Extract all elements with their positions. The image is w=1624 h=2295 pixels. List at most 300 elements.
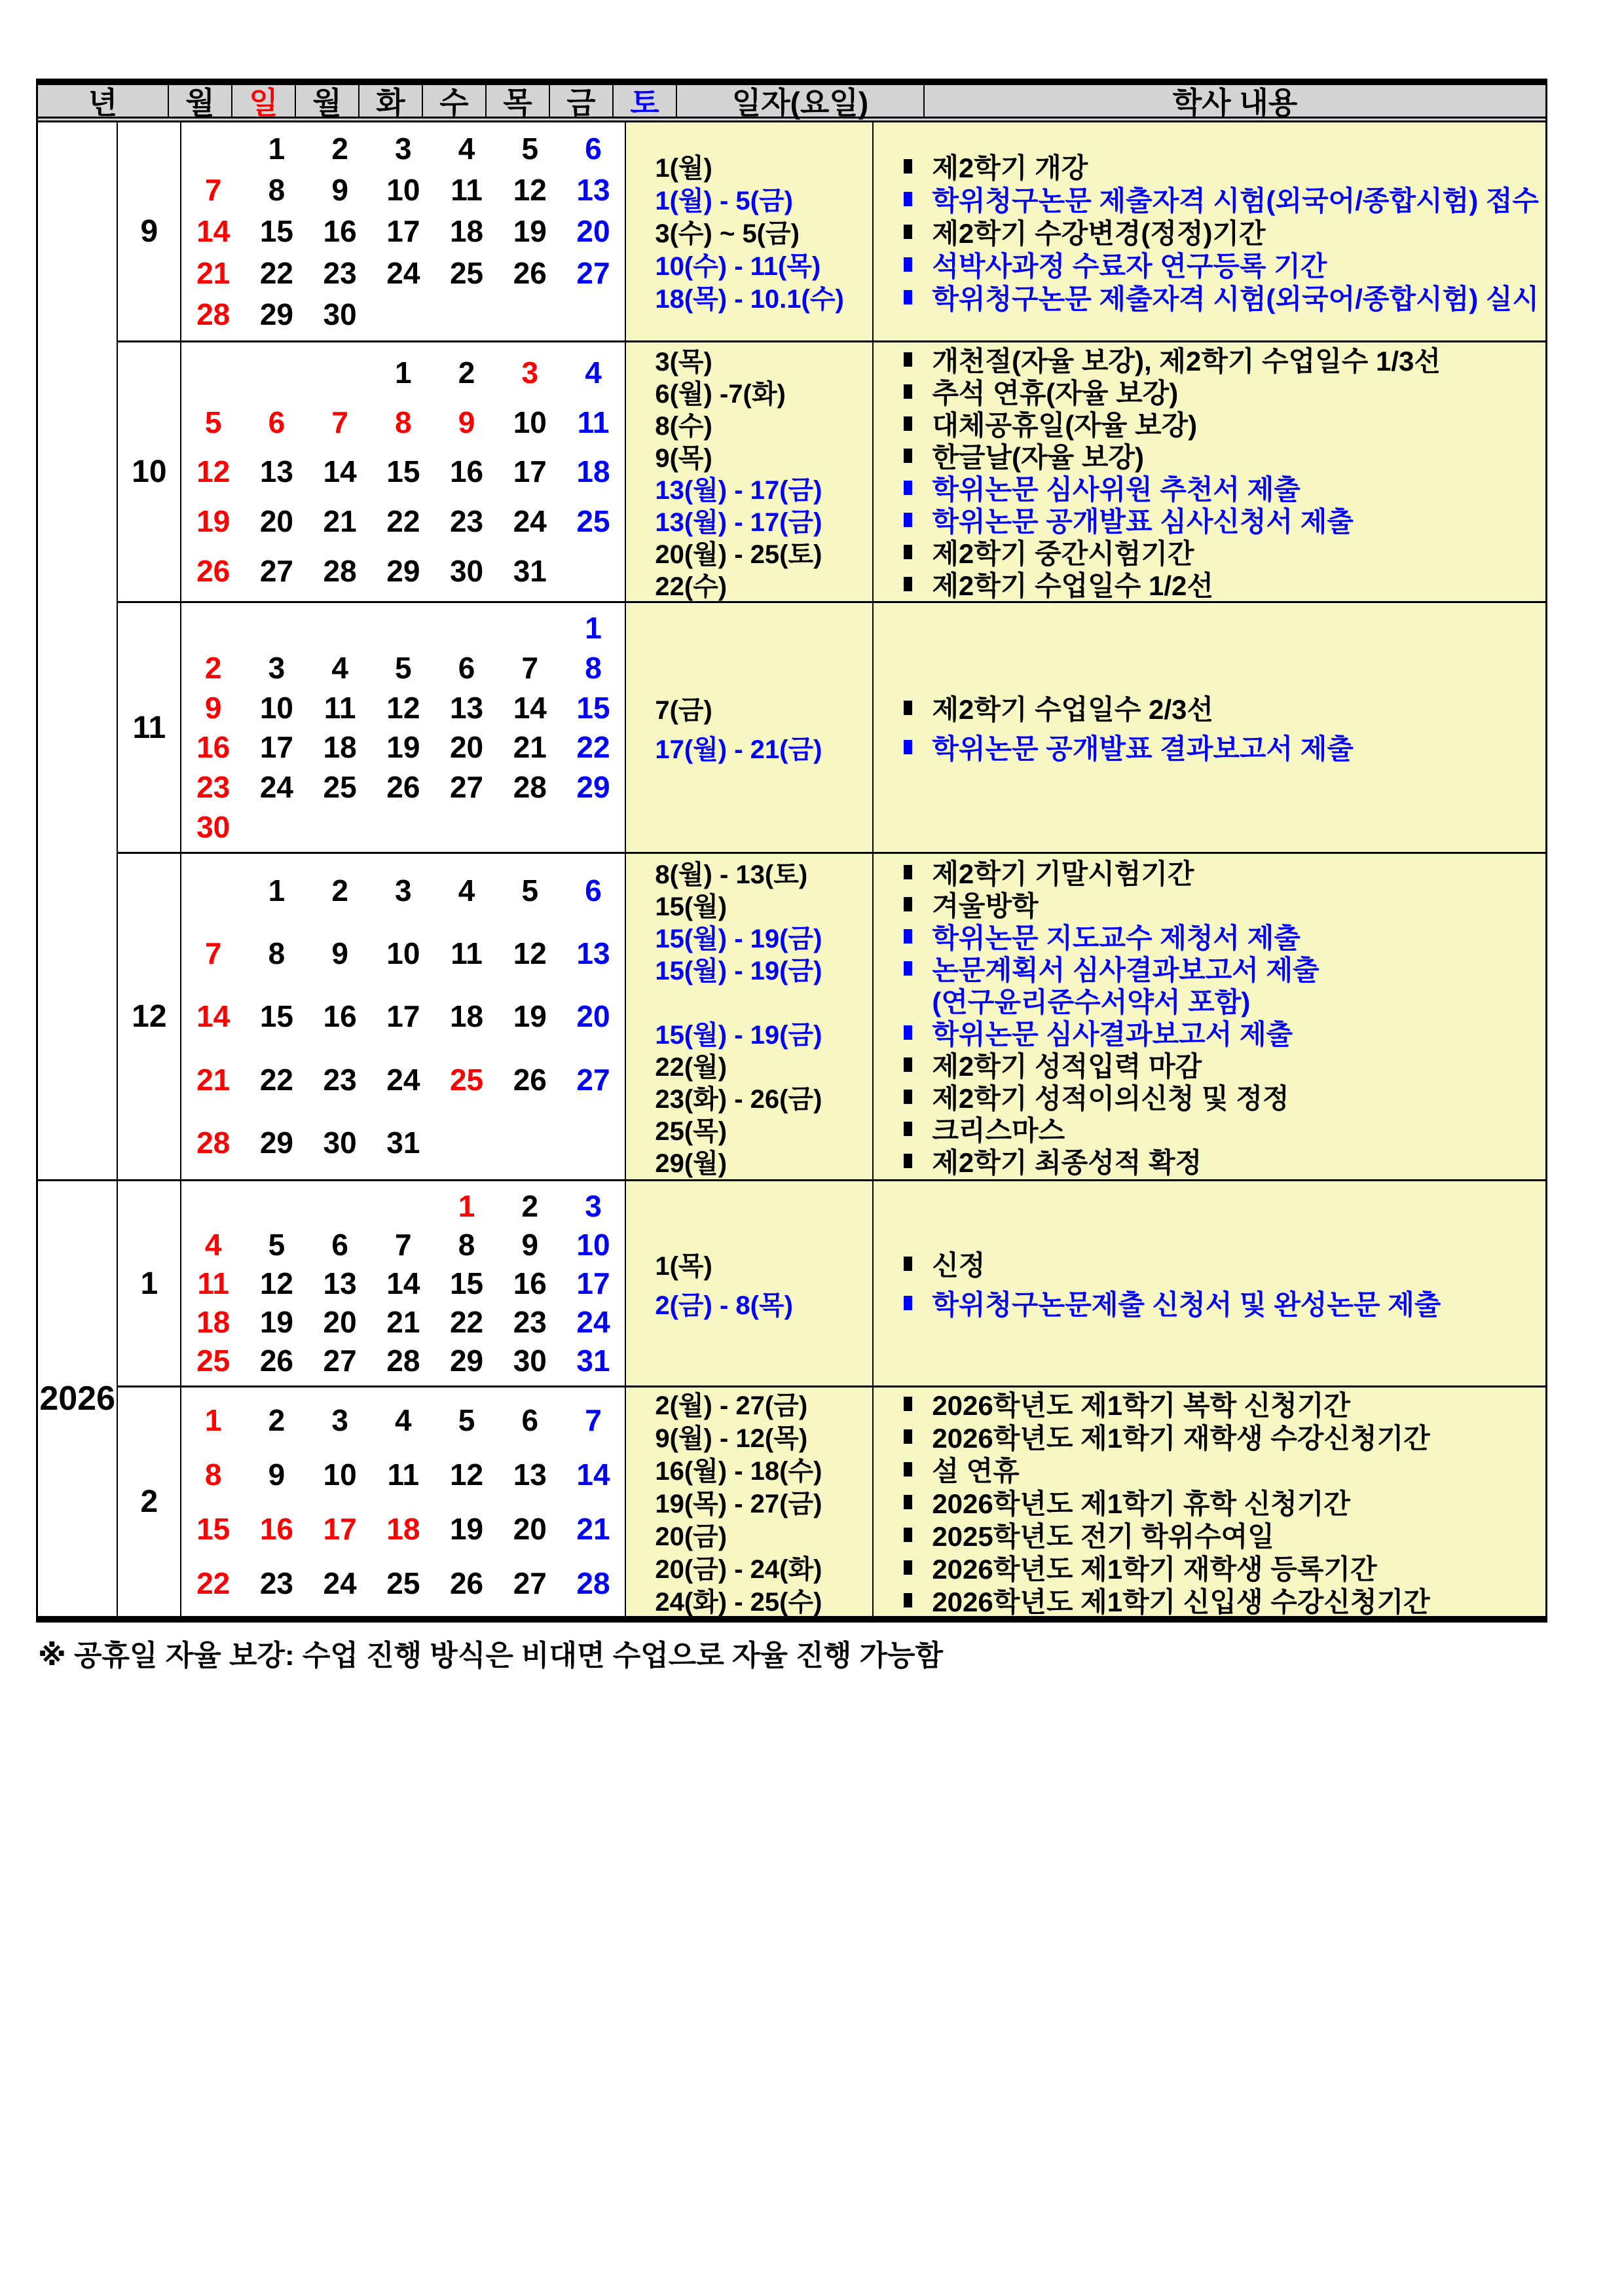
mini-calendar — [181, 122, 626, 340]
calendar-day: 21 — [323, 504, 357, 539]
bullet-square-icon — [904, 1122, 912, 1136]
calendar-day — [308, 358, 372, 388]
event-list — [874, 1181, 1545, 1386]
calendar-day: 3 — [268, 650, 286, 685]
event-text: 크리스마스 — [932, 1115, 1065, 1146]
calendar-day: 19 — [513, 214, 547, 249]
event-text: 2026학년도 제1학기 재학생 등록기간 — [932, 1553, 1377, 1585]
calendar-day: 29 — [386, 554, 420, 589]
event-list — [874, 854, 1545, 1179]
event-date: 6(월) -7(화) — [655, 379, 786, 409]
calendar-day: 10 — [323, 1457, 357, 1492]
calendar-day: 27 — [576, 255, 610, 290]
bullet-square-icon — [904, 1025, 912, 1040]
date-list — [626, 1387, 874, 1616]
date-list — [626, 342, 874, 601]
calendar-day — [435, 613, 498, 643]
week-row — [181, 214, 625, 249]
event-text: 2026학년도 제1학기 복학 신청기간 — [932, 1389, 1350, 1421]
calendar-day: 22 — [259, 255, 293, 290]
event-item — [904, 408, 1539, 440]
calendar-day: 28 — [196, 297, 231, 332]
calendar-day: 18 — [196, 1305, 231, 1340]
bullet-square-icon — [904, 1257, 912, 1271]
event-date: 3(목) — [655, 347, 712, 376]
event-text: 학위청구논문 제출자격 시험(외국어/종합시험) 실시 — [932, 283, 1539, 314]
mini-calendar — [181, 1387, 626, 1616]
col-header-saturday: 토 — [614, 85, 677, 117]
calendar-day: 17 — [576, 1266, 610, 1300]
event-item — [904, 1049, 1539, 1081]
calendar-day: 27 — [323, 1344, 357, 1378]
calendar-day: 23 — [323, 255, 357, 290]
calendar-day: 30 — [513, 1344, 547, 1378]
calendar-day: 30 — [323, 297, 357, 332]
week-row — [181, 730, 625, 765]
calendar-day: 9 — [521, 1227, 539, 1262]
bullet-square-icon — [904, 897, 912, 911]
calendar-day: 19 — [259, 1305, 293, 1340]
event-item — [904, 472, 1539, 504]
calendar-day: 1 — [395, 355, 412, 390]
calendar-day: 5 — [268, 1227, 286, 1262]
calendar-day: 20 — [449, 730, 484, 765]
calendar-day: 22 — [196, 1566, 231, 1601]
calendar-day: 16 — [323, 214, 357, 249]
week-row — [181, 611, 625, 646]
calendar-day: 31 — [576, 1344, 610, 1378]
calendar-day: 12 — [259, 1266, 293, 1300]
event-date: 15(월) — [655, 892, 728, 921]
event-item — [904, 1518, 1539, 1551]
week-row — [181, 1227, 625, 1262]
event-date: 1(월) - 5(금) — [655, 187, 793, 215]
event-text: 제2학기 최종성적 확정 — [932, 1147, 1202, 1178]
calendar-day: 25 — [449, 255, 484, 290]
bullet-square-icon — [904, 740, 912, 754]
calendar-day: 24 — [259, 769, 293, 804]
calendar-day: 11 — [451, 936, 483, 971]
calendar-day — [181, 1191, 245, 1221]
col-header-year: 년 — [38, 85, 169, 117]
calendar-day: 15 — [259, 999, 293, 1034]
calendar-day: 30 — [196, 809, 231, 844]
event-date: 18(목) - 10.1(수) — [655, 285, 844, 314]
mini-calendar — [181, 342, 626, 601]
calendar-day: 8 — [395, 405, 412, 439]
col-header-content: 학사 내용 — [1172, 86, 1298, 120]
calendar-day: 12 — [513, 936, 547, 971]
bullet-square-icon — [904, 416, 912, 431]
week-row — [181, 297, 625, 332]
event-text: 2025학년도 전기 학위수여일 — [932, 1520, 1274, 1552]
bullet-square-icon — [904, 192, 912, 206]
calendar-day: 9 — [331, 173, 348, 208]
calendar-day: 15 — [196, 1512, 231, 1547]
bullet-square-icon — [904, 961, 912, 976]
event-text: 학위논문 심사결과보고서 제출 — [932, 1019, 1293, 1050]
event-date: 2(금) - 8(목) — [655, 1291, 793, 1320]
calendar-day — [435, 1128, 498, 1158]
event-date: 9(목) — [655, 443, 712, 473]
calendar-day: 25 — [386, 1566, 420, 1601]
bullet-square-icon — [904, 1560, 912, 1575]
bullet-square-icon — [904, 1296, 912, 1310]
calendar-day: 15 — [576, 690, 610, 725]
calendar-day: 16 — [196, 730, 231, 765]
academic-calendar-table — [36, 79, 1547, 1623]
bullet-square-icon — [904, 159, 912, 174]
calendar-day: 12 — [196, 454, 231, 489]
week-row — [181, 1512, 625, 1547]
calendar-day: 27 — [576, 1062, 610, 1097]
calendar-day: 7 — [331, 405, 348, 439]
calendar-day: 21 — [513, 730, 547, 765]
week-row — [181, 504, 625, 539]
calendar-day: 22 — [259, 1062, 293, 1097]
month-section-11 — [118, 601, 1545, 852]
calendar-day — [371, 1191, 435, 1221]
calendar-day: 2 — [331, 873, 348, 908]
event-item — [904, 1387, 1539, 1420]
calendar-day: 28 — [323, 554, 357, 589]
calendar-day: 15 — [259, 214, 293, 249]
calendar-day: 18 — [386, 1512, 420, 1547]
calendar-day: 3 — [395, 131, 412, 166]
event-text: 신정 — [932, 1250, 986, 1281]
calendar-day: 18 — [449, 214, 484, 249]
calendar-day: 14 — [513, 690, 547, 725]
event-text: 학위논문 심사위원 추천서 제출 — [932, 474, 1301, 505]
event-item — [904, 150, 1539, 183]
calendar-day: 1 — [204, 1403, 222, 1437]
col-header-sunday: 일 — [232, 85, 296, 117]
calendar-day: 23 — [513, 1305, 547, 1340]
calendar-day: 27 — [449, 769, 484, 804]
bullet-square-icon — [904, 384, 912, 399]
calendar-day: 5 — [395, 650, 412, 685]
event-text: 학위청구논문 제출자격 시험(외국어/종합시험) 접수 — [932, 185, 1539, 216]
calendar-day — [181, 613, 245, 643]
calendar-day: 27 — [259, 554, 293, 589]
event-item — [904, 889, 1539, 921]
calendar-day: 8 — [458, 1227, 475, 1262]
event-date: 2(월) - 27(금) — [655, 1391, 808, 1420]
calendar-day: 31 — [513, 554, 547, 589]
event-item — [904, 215, 1539, 248]
calendar-day: 12 — [449, 1457, 484, 1492]
col-header-friday: 금 — [550, 85, 614, 117]
event-text: 2026학년도 제1학기 휴학 신청기간 — [932, 1488, 1350, 1519]
calendar-day: 22 — [386, 504, 420, 539]
calendar-day: 5 — [458, 1403, 475, 1437]
event-item — [904, 953, 1539, 985]
calendar-day — [435, 812, 498, 842]
event-text: 학위논문 공개발표 결과보고서 제출 — [932, 733, 1354, 764]
calendar-day: 10 — [386, 173, 420, 208]
calendar-day: 6 — [268, 405, 286, 439]
calendar-day: 25 — [576, 504, 610, 539]
calendar-day: 13 — [259, 454, 293, 489]
calendar-day: 14 — [576, 1457, 610, 1492]
calendar-day: 25 — [196, 1344, 231, 1378]
calendar-day: 2 — [331, 131, 348, 166]
event-date: 3(수) ~ 5(금) — [655, 219, 800, 248]
event-date: 24(화) - 25(수) — [655, 1588, 822, 1617]
event-item — [904, 1453, 1539, 1486]
calendar-day: 21 — [196, 255, 231, 290]
calendar-day: 17 — [386, 214, 420, 249]
calendar-day: 1 — [585, 611, 602, 646]
calendar-day: 15 — [386, 454, 420, 489]
event-text: 제2학기 기말시험기간 — [932, 858, 1194, 889]
date-list — [626, 603, 874, 852]
calendar-day: 21 — [196, 1062, 231, 1097]
event-date: 22(수) — [655, 572, 728, 601]
calendar-day: 29 — [259, 1125, 293, 1160]
month-section-2 — [118, 1386, 1545, 1616]
calendar-day: 24 — [576, 1305, 610, 1340]
event-item — [904, 1081, 1539, 1113]
calendar-day: 5 — [521, 873, 539, 908]
calendar-day: 29 — [259, 297, 293, 332]
month-label: 11 — [118, 603, 181, 852]
event-date: 7(금) — [655, 695, 712, 725]
calendar-day: 7 — [204, 173, 222, 208]
month-label: 12 — [118, 854, 181, 1179]
calendar-day: 8 — [204, 1457, 222, 1492]
calendar-day: 13 — [513, 1457, 547, 1492]
event-text: 겨울방학 — [932, 890, 1039, 921]
calendar-day: 25 — [449, 1062, 484, 1097]
calendar-day: 16 — [513, 1266, 547, 1300]
calendar-day: 9 — [204, 690, 222, 725]
event-date: 19(목) - 27(금) — [655, 1490, 822, 1518]
calendar-day: 29 — [576, 769, 610, 804]
week-row — [181, 999, 625, 1034]
calendar-day: 6 — [585, 131, 602, 166]
bullet-square-icon — [904, 1397, 912, 1411]
event-item — [904, 688, 1539, 727]
calendar-day: 3 — [521, 355, 539, 390]
col-header-thursday: 목 — [487, 85, 550, 117]
calendar-day — [498, 299, 562, 329]
bullet-square-icon — [904, 1495, 912, 1509]
calendar-day — [181, 358, 245, 388]
calendar-day: 17 — [259, 730, 293, 765]
calendar-day: 23 — [196, 769, 231, 804]
event-item — [904, 344, 1539, 376]
event-text: 설 연휴 — [932, 1455, 1020, 1486]
event-date: 8(월) - 13(토) — [655, 860, 808, 889]
calendar-day: 28 — [196, 1125, 231, 1160]
calendar-day: 5 — [521, 131, 539, 166]
calendar-day: 23 — [323, 1062, 357, 1097]
calendar-day: 1 — [268, 873, 286, 908]
calendar-day: 29 — [449, 1344, 484, 1378]
year-column — [38, 122, 118, 1616]
calendar-day: 22 — [576, 730, 610, 765]
week-row — [181, 1305, 625, 1340]
calendar-day — [498, 613, 562, 643]
event-item — [904, 504, 1539, 536]
calendar-day: 30 — [323, 1125, 357, 1160]
bullet-square-icon — [904, 481, 912, 495]
calendar-day: 26 — [449, 1566, 484, 1601]
week-row — [181, 1125, 625, 1160]
calendar-day — [245, 613, 308, 643]
calendar-day: 4 — [395, 1403, 412, 1437]
bullet-square-icon — [904, 1154, 912, 1168]
calendar-day: 10 — [386, 936, 420, 971]
week-row — [181, 1268, 625, 1298]
calendar-day: 11 — [451, 173, 483, 208]
event-item — [904, 1420, 1539, 1453]
week-row — [181, 1566, 625, 1601]
calendar-day: 19 — [196, 504, 231, 539]
event-date: 22(월) — [655, 1052, 728, 1082]
calendar-day: 4 — [204, 1227, 222, 1262]
calendar-day: 10 — [576, 1227, 610, 1262]
calendar-day: 19 — [386, 730, 420, 765]
calendar-day: 2 — [458, 355, 475, 390]
month-section-12 — [118, 852, 1545, 1179]
calendar-day: 12 — [513, 173, 547, 208]
calendar-day: 20 — [576, 999, 610, 1034]
calendar-day — [435, 299, 498, 329]
calendar-day: 11 — [577, 405, 610, 439]
week-row — [181, 1346, 625, 1376]
event-date: 25(목) — [655, 1116, 728, 1146]
calendar-day: 28 — [386, 1344, 420, 1378]
calendar-day: 31 — [386, 1125, 420, 1160]
event-text: 제2학기 수업일수 1/2선 — [932, 570, 1213, 601]
week-row — [181, 936, 625, 971]
calendar-day: 9 — [331, 936, 348, 971]
event-item — [904, 1551, 1539, 1584]
calendar-day: 6 — [521, 1403, 539, 1437]
event-item — [904, 568, 1539, 600]
calendar-day: 16 — [323, 999, 357, 1034]
event-date: 15(월) - 19(금) — [655, 956, 822, 985]
month-label: 2 — [118, 1387, 181, 1616]
calendar-day: 8 — [268, 936, 286, 971]
calendar-day: 9 — [268, 1457, 286, 1492]
calendar-day: 30 — [449, 554, 484, 589]
calendar-day — [245, 358, 308, 388]
event-item — [904, 536, 1539, 568]
col-header-month: 월 — [169, 85, 232, 117]
calendar-day: 1 — [268, 131, 286, 166]
months-rows — [118, 122, 1545, 1616]
event-date: 15(월) - 19(금) — [655, 1020, 822, 1050]
calendar-day: 4 — [458, 131, 475, 166]
calendar-day: 3 — [395, 873, 412, 908]
event-text: 석박사과정 수료자 연구등록 기간 — [932, 250, 1327, 282]
bullet-square-icon — [904, 865, 912, 879]
calendar-day: 18 — [323, 730, 357, 765]
calendar-day — [562, 556, 625, 586]
event-date: 9(월) - 12(목) — [655, 1424, 808, 1453]
calendar-day: 7 — [521, 650, 539, 685]
calendar-day: 2 — [268, 1403, 286, 1437]
calendar-day: 13 — [449, 690, 484, 725]
calendar-day — [308, 1191, 372, 1221]
calendar-day: 4 — [458, 873, 475, 908]
calendar-day: 12 — [386, 690, 420, 725]
date-list — [626, 122, 874, 340]
calendar-day: 6 — [458, 650, 475, 685]
bullet-square-icon — [904, 290, 912, 304]
calendar-day — [371, 812, 435, 842]
calendar-day: 1 — [458, 1188, 475, 1223]
bullet-square-icon — [904, 225, 912, 239]
event-text: 제2학기 중간시험기간 — [932, 538, 1194, 569]
event-item — [904, 440, 1539, 472]
calendar-day: 8 — [268, 173, 286, 208]
calendar-day — [245, 812, 308, 842]
event-item — [904, 1113, 1539, 1145]
event-list — [874, 122, 1545, 340]
event-text: 한글날(자율 보강) — [932, 442, 1144, 473]
event-text: 학위청구논문제출 신청서 및 완성논문 제출 — [932, 1289, 1441, 1320]
bullet-square-icon — [904, 1462, 912, 1477]
event-date: 8(수) — [655, 411, 712, 441]
calendar-day — [498, 812, 562, 842]
week-row — [181, 456, 625, 487]
calendar-day — [371, 613, 435, 643]
event-item — [904, 985, 1539, 1017]
week-row — [181, 407, 625, 437]
bullet-square-icon — [904, 513, 912, 527]
bullet-square-icon — [904, 1528, 912, 1542]
calendar-day: 6 — [331, 1227, 348, 1262]
calendar-day: 4 — [331, 650, 348, 685]
year-cell: 2026 — [38, 1179, 117, 1616]
calendar-day — [245, 1191, 308, 1221]
week-row — [181, 255, 625, 290]
calendar-day: 13 — [323, 1266, 357, 1300]
calendar-day: 11 — [323, 690, 356, 725]
calendar-day — [562, 812, 625, 842]
calendar-day: 4 — [585, 355, 602, 390]
bullet-square-icon — [904, 577, 912, 591]
calendar-day: 20 — [513, 1512, 547, 1547]
calendar-day — [181, 134, 245, 164]
calendar-day: 10 — [513, 405, 547, 439]
calendar-day: 19 — [449, 1512, 484, 1547]
col-header-tuesday: 화 — [360, 85, 423, 117]
event-date: 17(월) - 21(금) — [655, 735, 822, 764]
month-label: 10 — [118, 342, 181, 601]
calendar-day: 21 — [386, 1305, 420, 1340]
event-text: 학위논문 공개발표 심사신청서 제출 — [932, 506, 1354, 537]
calendar-day: 17 — [386, 999, 420, 1034]
week-row — [181, 875, 625, 906]
event-item — [904, 183, 1539, 215]
event-item — [904, 921, 1539, 953]
bullet-square-icon — [904, 257, 912, 272]
week-row — [181, 1457, 625, 1492]
calendar-day: 20 — [259, 504, 293, 539]
week-row — [181, 690, 625, 725]
calendar-day: 2 — [521, 1188, 539, 1223]
event-item — [904, 281, 1539, 314]
calendar-day: 11 — [387, 1457, 420, 1492]
bullet-square-icon — [904, 545, 912, 559]
calendar-day — [181, 875, 245, 906]
bullet-square-icon — [904, 449, 912, 463]
